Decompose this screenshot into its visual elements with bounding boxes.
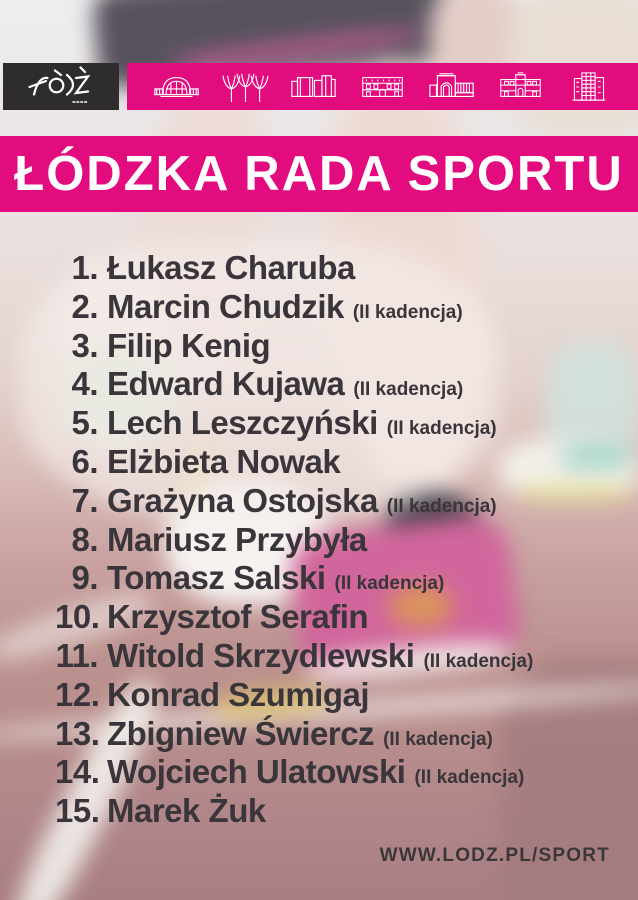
member-name: Filip Kenig: [107, 326, 271, 364]
item-number: 8.: [71, 520, 98, 558]
member-name: Marek Żuk: [107, 792, 266, 830]
term-note: (II kadencja): [386, 495, 497, 517]
term-note: (II kadencja): [383, 728, 493, 750]
lodz-logo-icon: [26, 66, 96, 108]
list-item: [55, 559, 630, 598]
term-note: (II kadencja): [414, 767, 525, 789]
item-number: 6.: [71, 442, 98, 480]
member-name: Elżbieta Nowak: [107, 442, 341, 480]
list-item: [55, 288, 630, 327]
website-url: WWW.LODZ.PL/SPORT: [379, 845, 610, 866]
member-name: Wojciech Ulatowski: [107, 753, 406, 791]
item-number: 3.: [71, 326, 98, 364]
member-name: Zbigniew Świercz: [107, 714, 375, 752]
member-name: Witold Skrzydlewski: [107, 636, 415, 674]
list-item: [55, 482, 630, 521]
title-banner: [0, 136, 638, 212]
ornate-townhouse-icon: [497, 70, 544, 104]
list-item: [55, 327, 630, 366]
member-name: Edward Kujawa: [107, 365, 345, 403]
landmark-icon-bar: [127, 63, 638, 110]
term-note: (II kadencja): [352, 301, 463, 323]
term-note: (II kadencja): [353, 379, 464, 401]
item-number: 9.: [71, 559, 98, 597]
list-item: [55, 521, 630, 560]
station-hall-icon: [153, 70, 200, 104]
member-name: Grażyna Ostojska: [107, 481, 378, 519]
list-item: [55, 365, 630, 404]
office-tower-icon: [565, 70, 612, 104]
item-number: 15.: [55, 792, 100, 830]
term-note: (II kadencja): [334, 573, 445, 595]
list-item: [55, 637, 630, 676]
item-number: 13.: [55, 714, 100, 752]
term-note: (II kadencja): [386, 418, 497, 440]
member-name: Konrad Szumigaj: [107, 675, 370, 713]
members-list: [55, 249, 630, 831]
modern-buildings-icon: [290, 70, 337, 104]
list-item: [55, 249, 630, 288]
member-name: Tomasz Salski: [107, 559, 326, 597]
member-name: Krzysztof Serafin: [107, 598, 369, 636]
arch-portal-building-icon: [428, 70, 475, 104]
list-item: [55, 792, 630, 831]
list-item: [55, 598, 630, 637]
item-number: 11.: [55, 636, 98, 674]
item-number: 10.: [55, 598, 100, 636]
item-number: 4.: [71, 365, 98, 403]
term-note: (II kadencja): [423, 650, 534, 672]
palace-facade-icon: [359, 70, 406, 104]
item-number: 12.: [55, 675, 100, 713]
list-item: [55, 715, 630, 754]
member-name: Mariusz Przybyła: [107, 520, 367, 558]
member-name: Marcin Chudzik: [107, 287, 344, 325]
list-item: [55, 676, 630, 715]
item-number: 2.: [71, 287, 98, 325]
member-name: Łukasz Charuba: [107, 249, 355, 286]
member-name: Lech Leszczyński: [107, 404, 378, 442]
list-item: [55, 753, 630, 792]
item-number: 1.: [71, 249, 98, 286]
page-title: ŁÓDZKA RADA SPORTU: [14, 147, 624, 201]
item-number: 14.: [55, 753, 100, 791]
lodz-logo: [3, 63, 119, 110]
item-number: 7.: [71, 481, 98, 519]
list-item: [55, 404, 630, 443]
item-number: 5.: [71, 404, 98, 442]
tree-columns-icon: [222, 70, 269, 104]
list-item: [55, 443, 630, 482]
